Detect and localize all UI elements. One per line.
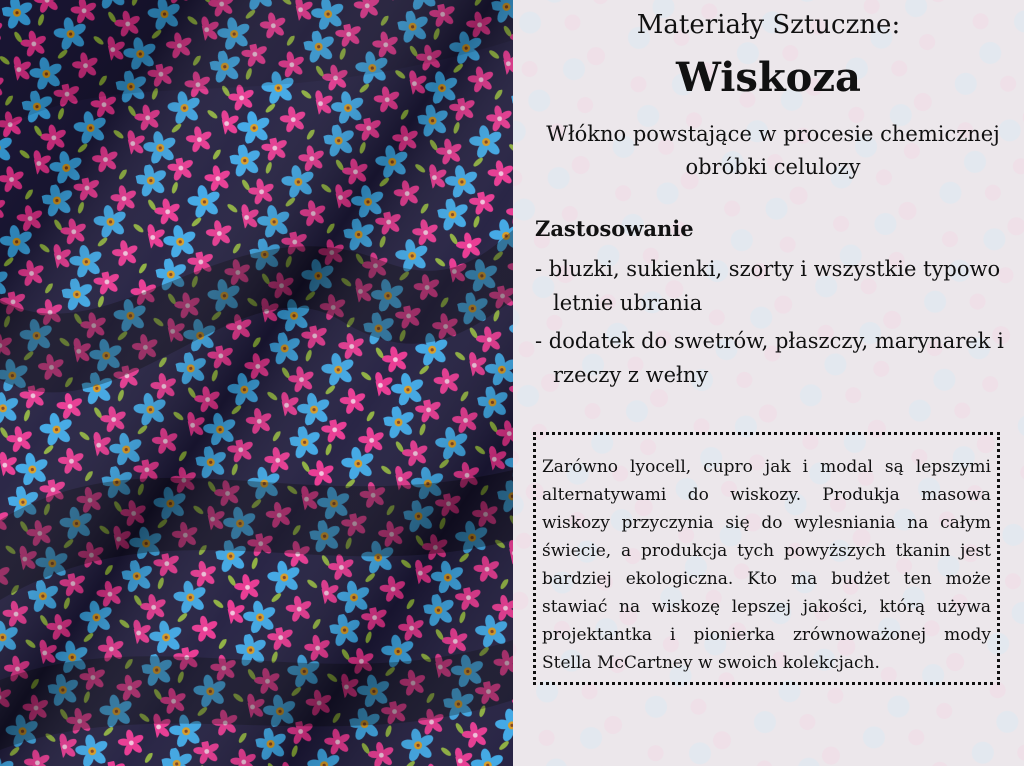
usage-item: - bluzki, sukienki, szorty i wszystkie typowo letnie ubrania xyxy=(535,257,1001,315)
note-text: Zarówno lyocell, cupro jak i modal są lepszymi alternatywami do wiskozy. Produkja masowa wiskozy przyczynia się do wylesniania na całym świecie, a produkcja tych powyższych tkanin jest bardziej ekologiczna. Kto ma budżet ten może stawiać na wiskozę lepszej jakości, którą używa projektantka i pionierka zrównoważonej mody Stella McCartney w swoich kolekcjach. xyxy=(542,457,991,673)
usage-heading: Zastosowanie xyxy=(535,216,694,241)
note-box xyxy=(533,432,1000,685)
page-title: Wiskoza xyxy=(676,54,861,101)
info-panel xyxy=(513,0,1024,766)
description: Włókno powstające w procesie chemicznej obróbki celulozy xyxy=(546,122,1000,179)
subtitle: Materiały Sztuczne: xyxy=(636,10,901,40)
usage-item: - dodatek do swetrów, płaszczy, marynarek i rzeczy z wełny xyxy=(535,329,1004,387)
